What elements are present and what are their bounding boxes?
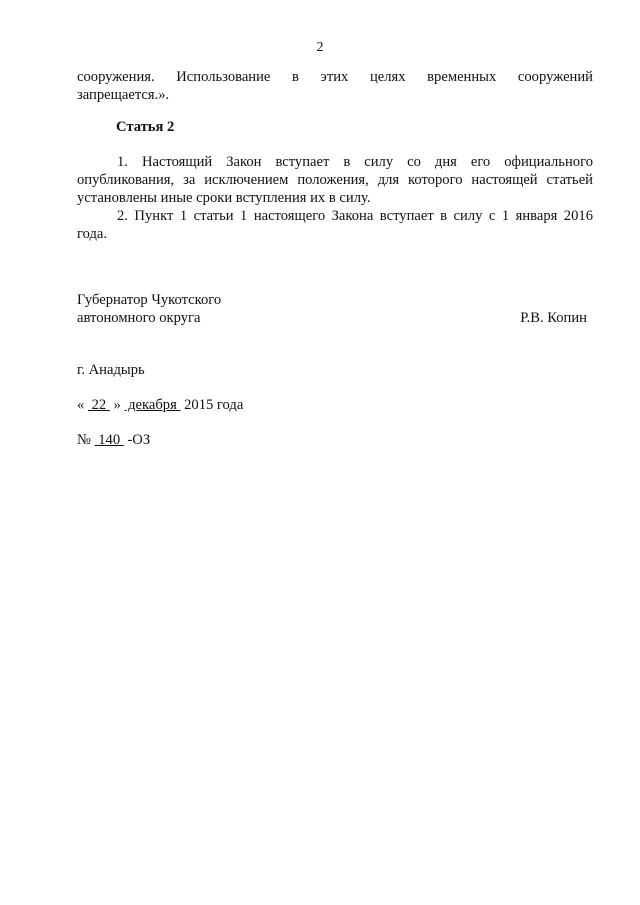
date-day: 22: [87, 397, 110, 413]
para-2-line-2: года.: [77, 226, 108, 242]
continuation-line-1: сооружения. Использование в этих целях временных сооружений: [77, 69, 593, 85]
date-open-quote: «: [77, 397, 85, 413]
signature-block: [77, 291, 593, 327]
article-heading: Статья 2: [116, 119, 175, 135]
para-2-line-1: 2. Пункт 1 статьи 1 настоящего Закона вступает в силу с 1 января 2016: [117, 208, 593, 224]
date-year: 2015 года: [184, 397, 244, 413]
para-1-line-3: установлены иные сроки вступления их в силу.: [77, 190, 371, 206]
para-1-line-2: опубликования, за исключением положения, для которого настоящей статьей: [77, 172, 593, 188]
date-close-quote: »: [113, 397, 121, 413]
place-of-signing: г. Анадырь: [77, 362, 145, 378]
date-month: декабря: [124, 397, 181, 413]
continuation-line-2: запрещается.».: [77, 87, 170, 103]
signatory-title-line-1: Губернатор Чукотского: [77, 292, 222, 308]
page-number: 2: [316, 40, 324, 55]
article-2-body: [77, 153, 593, 243]
signature-row: [77, 309, 593, 327]
law-number-suffix: -ОЗ: [127, 432, 151, 448]
para-1-line-1: 1. Настоящий Закон вступает в силу со дня его официального: [117, 154, 593, 170]
continuation-text: [77, 68, 593, 104]
signatory-name: Р.В. Копин: [520, 310, 587, 326]
law-number: [77, 432, 150, 449]
law-number-value: 140: [94, 432, 124, 448]
signing-date: [77, 397, 243, 414]
signatory-title-line-2: автономного округа: [77, 310, 201, 326]
law-number-prefix: №: [77, 432, 91, 448]
